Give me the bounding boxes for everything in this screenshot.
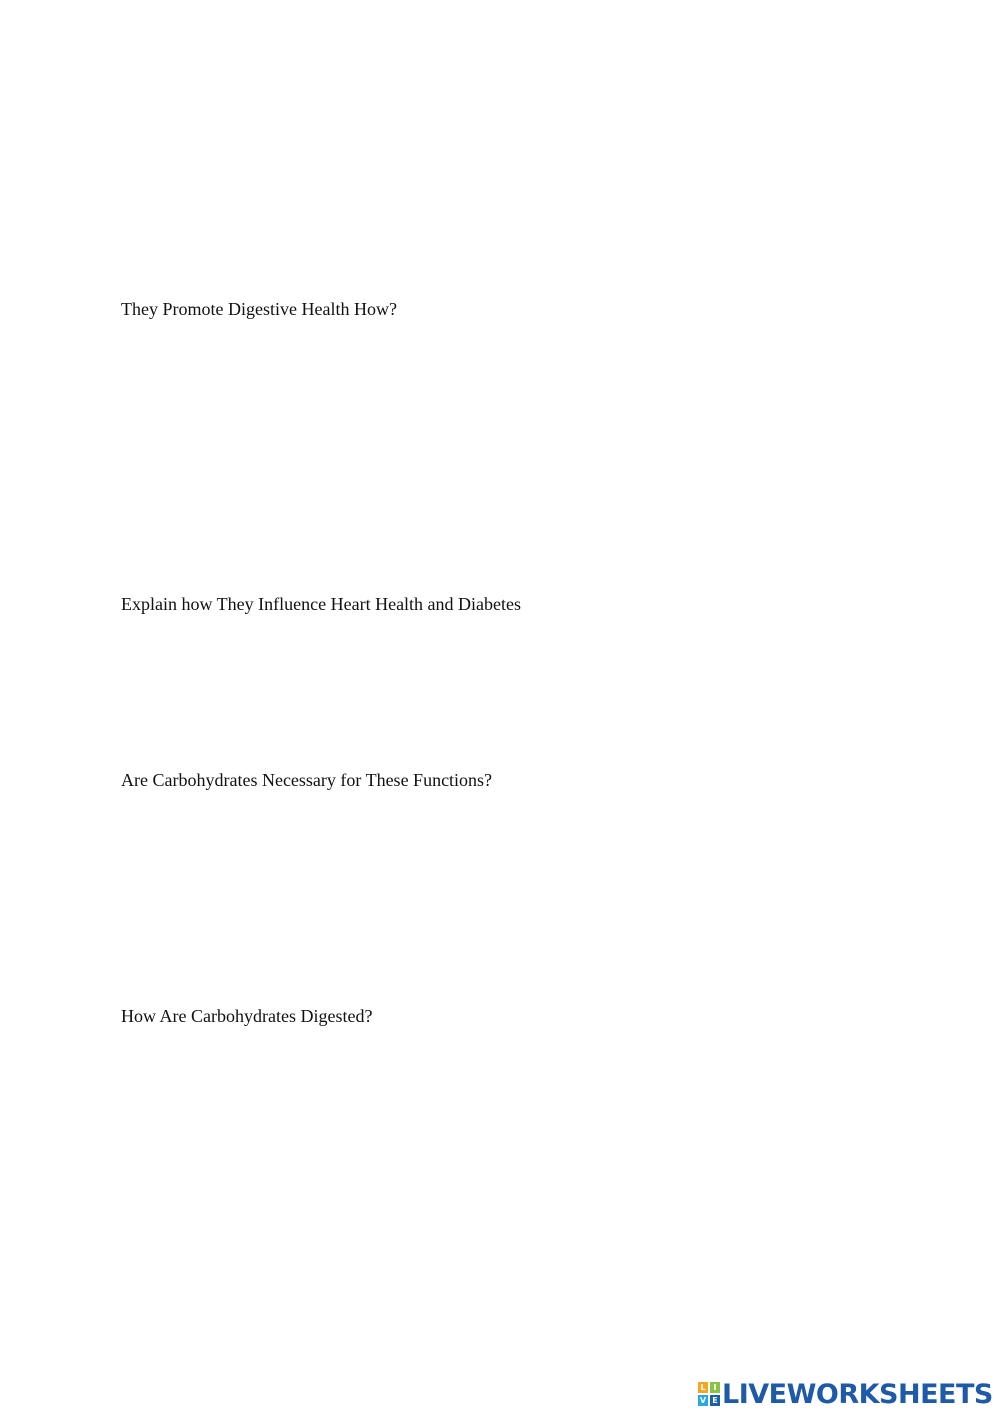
logo-letter-v: V bbox=[699, 1396, 707, 1405]
liveworksheets-logo-icon bbox=[698, 1382, 720, 1406]
question-heart-health-diabetes: Explain how They Influence Heart Health and Diabetes bbox=[121, 594, 522, 614]
liveworksheets-brand-text: LIVEWORKSHEETS bbox=[722, 1378, 993, 1410]
question-digestive-health: They Promote Digestive Health How? bbox=[121, 299, 397, 319]
logo-letter-e: E bbox=[710, 1395, 720, 1406]
question-carbohydrates-digested: How Are Carbohydrates Digested? bbox=[121, 1006, 373, 1026]
logo-letter-l: L bbox=[698, 1382, 708, 1393]
question-carbohydrates-necessary: Are Carbohydrates Necessary for These Functions? bbox=[121, 770, 493, 790]
liveworksheets-logo[interactable] bbox=[698, 1377, 993, 1411]
logo-letter-i: I bbox=[710, 1382, 720, 1393]
